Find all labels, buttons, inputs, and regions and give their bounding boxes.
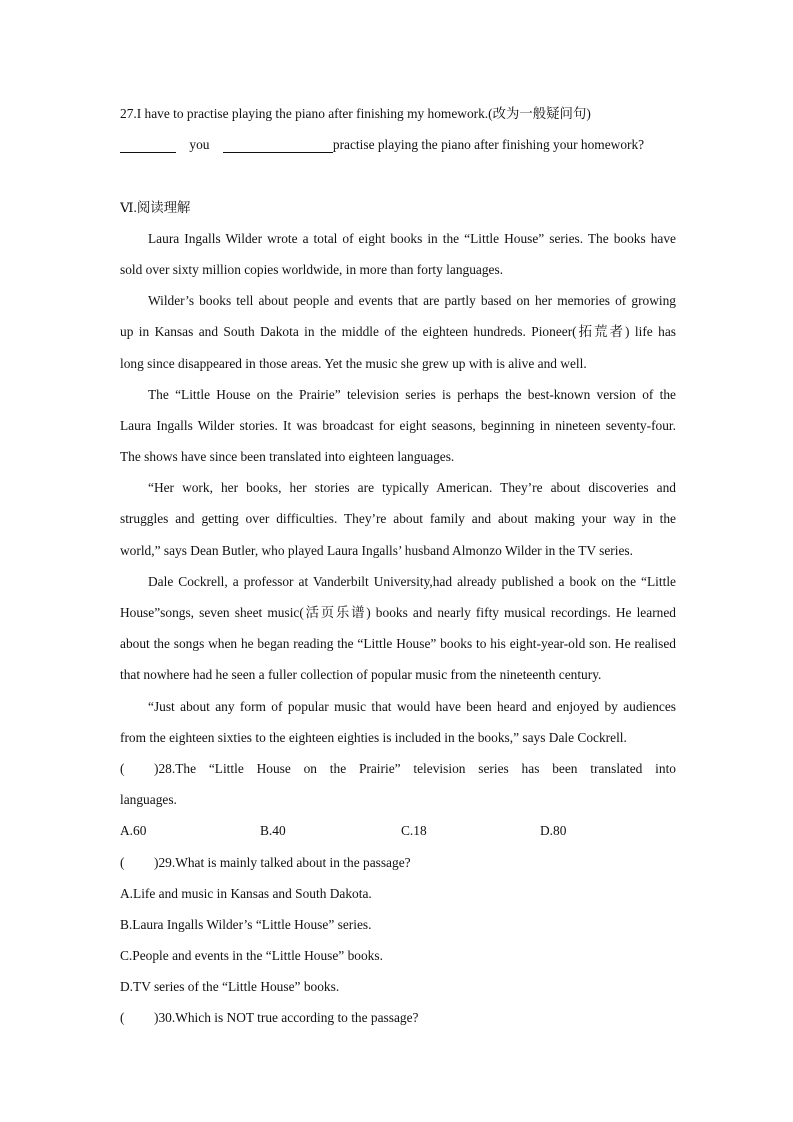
passage-line: struggles and getting over difficulties. They’re about family and about making your way in the	[120, 511, 676, 527]
passage-line: Dale Cockrell, a professor at Vanderbilt University,had already published a book on the “Little	[148, 573, 676, 589]
passage-line: The “Little House on the Prairie” television series is perhaps the best-known version of the	[148, 386, 676, 402]
q28-answer-paren[interactable]: (	[120, 760, 125, 776]
q28-option-d[interactable]: D.80	[540, 823, 567, 839]
passage-line: Laura Ingalls Wilder stories. It was broadcast for eight seasons, beginning in nineteen seventy-four.	[120, 417, 676, 433]
passage-line: The shows have since been translated into eighteen languages.	[120, 449, 455, 465]
q30-answer-paren[interactable]: (	[120, 1010, 125, 1026]
q29-option-a[interactable]: A.Life and music in Kansas and South Dakota.	[120, 885, 372, 901]
passage-line: “Her work, her books, her stories are typically American. They’re about discoveries and	[148, 480, 676, 496]
q28-stem	[120, 753, 676, 784]
q28-stem-text: )28.The “Little House on the Prairie” television series has been translated into	[154, 760, 676, 776]
q27-blank-1[interactable]	[120, 134, 176, 153]
passage-line: about the songs when he began reading the “Little House” books to his eight-year-old son. He realised	[120, 636, 676, 652]
passage-line: up in Kansas and South Dakota in the middle of the eighteen hundreds. Pioneer(拓荒者) life has	[120, 324, 676, 340]
spacer	[120, 160, 676, 191]
q29-stem-text: )29.What is mainly talked about in the passage?	[154, 854, 411, 870]
q27-answer-line	[120, 129, 676, 160]
passage-line: “Just about any form of popular music that would have been heard and enjoyed by audiences	[148, 698, 676, 714]
passage-line: long since disappeared in those areas. Yet the music she grew up with is alive and well.	[120, 355, 587, 371]
worksheet-page	[120, 98, 676, 1034]
q27-answer-rest: practise playing the piano after finishing your homework?	[332, 137, 645, 153]
q28-option-b[interactable]: B.40	[260, 823, 286, 839]
passage-line: from the eighteen sixties to the eighteen eighties is included in the books,” says Dale Cockrell.	[120, 729, 627, 745]
q27-you: you	[189, 137, 210, 153]
passage-line: Wilder’s books tell about people and events that are partly based on her memories of growing	[148, 293, 676, 309]
passage-line: sold over sixty million copies worldwide, in more than forty languages.	[120, 261, 504, 277]
q29-option-b[interactable]: B.Laura Ingalls Wilder’s “Little House” series.	[120, 916, 372, 932]
q27-blank-2[interactable]	[223, 134, 333, 153]
q29-option-d[interactable]: D.TV series of the “Little House” books.	[120, 979, 340, 995]
q29-answer-paren[interactable]: (	[120, 854, 125, 870]
q30-stem-text: )30.Which is NOT true according to the passage?	[154, 1010, 419, 1026]
q28-option-a[interactable]: A.60	[120, 823, 147, 839]
passage-line: Laura Ingalls Wilder wrote a total of eight books in the “Little House” series. The books have	[148, 230, 676, 246]
q27-prompt: 27.I have to practise playing the piano after finishing my homework.(改为一般疑问句)	[120, 106, 591, 121]
passage-line: House”songs, seven sheet music(活页乐谱) books and nearly fifty musical recordings. He learned	[120, 605, 676, 620]
q29-option-c[interactable]: C.People and events in the “Little House” books.	[120, 948, 383, 964]
passage-line: that nowhere had he seen a fuller collection of popular music from the nineteenth century.	[120, 667, 602, 683]
passage-line: world,” says Dean Butler, who played Laura Ingalls’ husband Almonzo Wilder in the TV series.	[120, 542, 633, 558]
reading-passage	[120, 223, 676, 753]
q28-options	[120, 815, 676, 846]
q28-stem-cont: languages.	[120, 792, 177, 808]
section-title: Ⅵ.阅读理解	[120, 199, 191, 215]
q28-option-c[interactable]: C.18	[401, 823, 427, 839]
q30-stem	[120, 1002, 676, 1033]
q29-stem	[120, 847, 676, 878]
